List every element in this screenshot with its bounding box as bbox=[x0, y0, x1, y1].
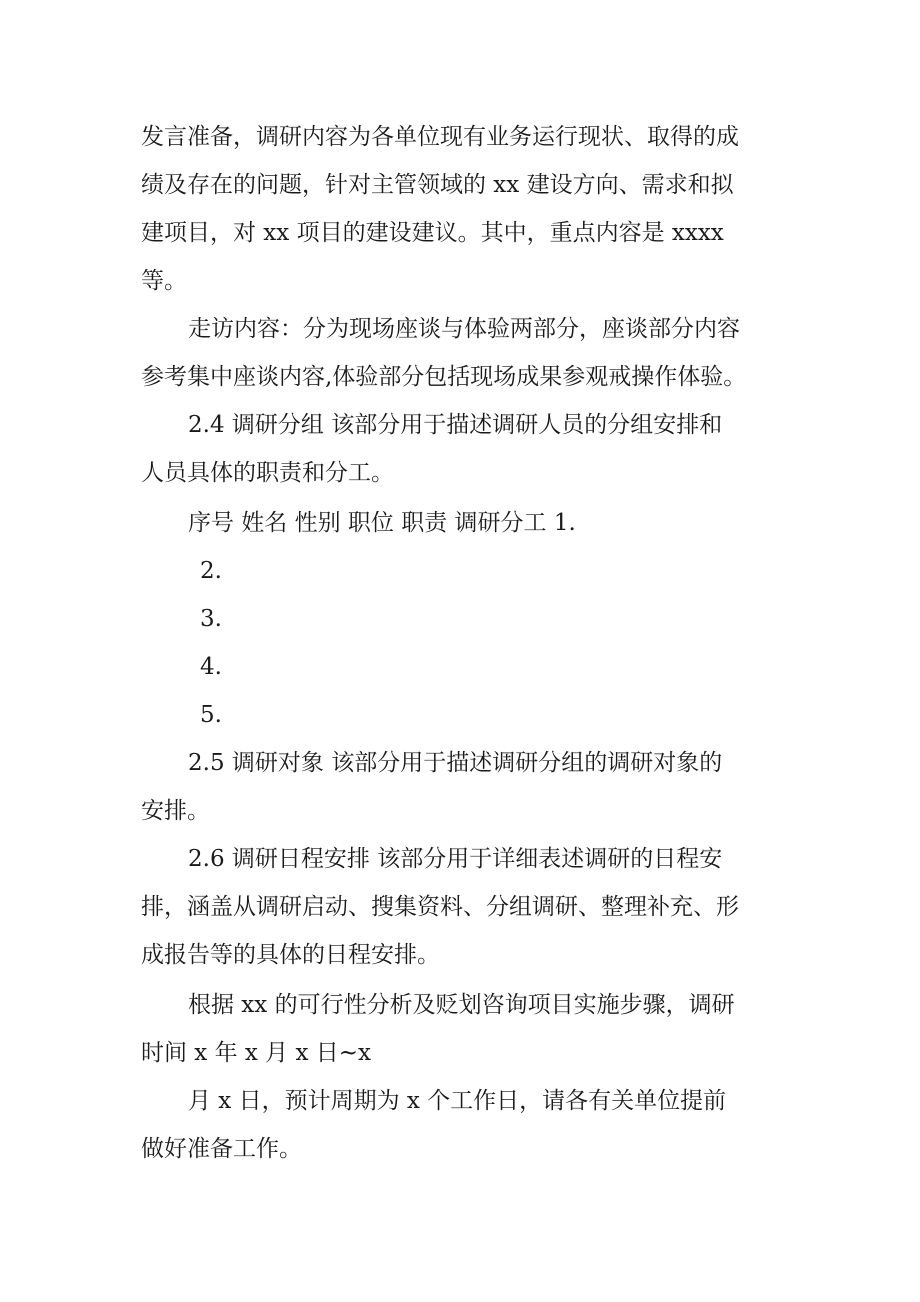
text-line: 发言准备，调研内容为各单位现有业务运行现状、取得的成 bbox=[141, 124, 739, 150]
text-line: 排，涵盖从调研启动、搜集资料、分组调研、整理补充、形 bbox=[141, 894, 739, 920]
list-number: 5. bbox=[200, 702, 222, 728]
list-number: 2. bbox=[200, 558, 222, 584]
text-line: 成报告等的具体的日程安排。 bbox=[141, 942, 440, 968]
text-line: 建项目，对 xx 项目的建设建议。其中，重点内容是 xxxx bbox=[141, 220, 724, 246]
text-line: 参考集中座谈内容,体验部分包括现场成果参观戒操作体验。 bbox=[141, 364, 747, 390]
section-heading-line: 2.6 调研日程安排 该部分用于详细表述调研的日程安 bbox=[188, 846, 723, 872]
text-line: 走访内容：分为现场座谈与体验两部分，座谈部分内容 bbox=[188, 316, 740, 342]
text-line: 月 x 日，预计周期为 x 个工作日，请各有关单位提前 bbox=[188, 1088, 727, 1114]
list-number: 3. bbox=[200, 606, 222, 632]
list-number: 4. bbox=[200, 654, 222, 680]
text-line: 等。 bbox=[141, 268, 187, 294]
section-heading-line: 2.5 调研对象 该部分用于描述调研分组的调研对象的 bbox=[188, 750, 723, 776]
text-line: 做好准备工作。 bbox=[141, 1136, 302, 1162]
text-line: 人员具体的职责和分工。 bbox=[141, 460, 394, 486]
text-line: 绩及存在的问题，针对主管领域的 xx 建设方向、需求和拟 bbox=[141, 172, 734, 198]
section-heading-line: 2.4 调研分组 该部分用于描述调研人员的分组安排和 bbox=[188, 412, 723, 438]
text-line: 根据 xx 的可行性分析及贬划咨询项目实施步骤，调研 bbox=[188, 992, 735, 1018]
table-header-line: 序号 姓名 性别 职位 职责 调研分工 1. bbox=[188, 510, 576, 536]
text-line: 安排。 bbox=[141, 798, 210, 824]
text-line: 时间 x 年 x 月 x 日~x bbox=[141, 1040, 372, 1066]
